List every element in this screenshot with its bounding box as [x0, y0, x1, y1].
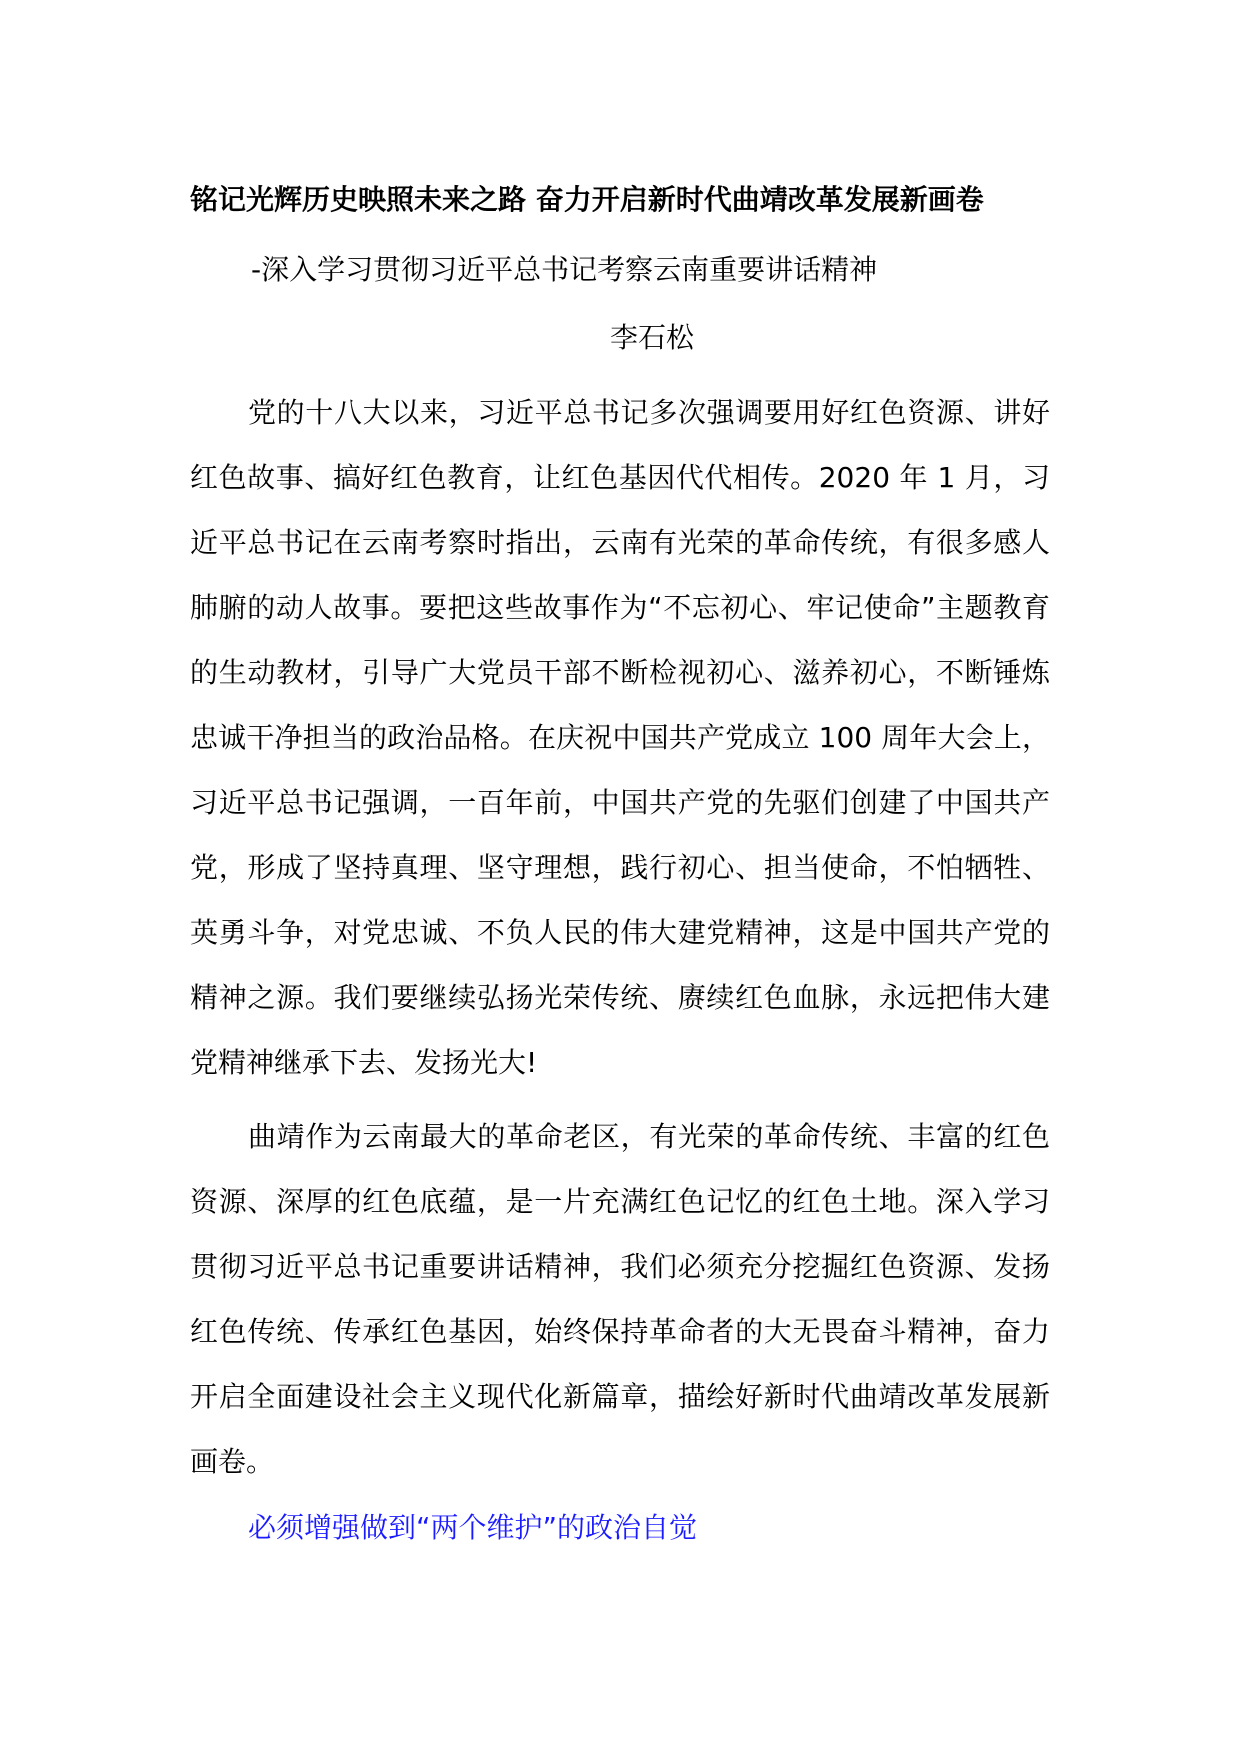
body-paragraph-1: 党的十八大以来，习近平总书记多次强调要用好红色资源、讲好红色故事、搞好红色教育，让红色基因代代相传。2020 年 1 月，习近平总书记在云南考察时指出，云南有光荣的革命传统，有很多感人肺腑的动人故事。要把这些故事作为“不忘初心、牢记使命”主题教育的生动教材，引导广大党员干部不断检视初心、滋养初心，不断锤炼忠诚干净担当的政治品格。在庆祝中国共产党成立 100 周年大会上，习近平总书记强调，一百年前，中国共产党的先驱们创建了中国共产党，形成了坚持真理、坚守理想，践行初心、担当使命，不怕牺牲、英勇斗争，对党忠诚、不负人民的伟大建党精神，这是中国共产党的精神之源。我们要继续弘扬光荣传统、赓续红色血脉，永远把伟大建党精神继承下去、发扬光大!	[190, 396, 1050, 1079]
document-subtitle: -深入学习贯彻习近平总书记考察云南重要讲话精神	[251, 253, 878, 286]
document-title: 铭记光辉历史映照未来之路 奋力开启新时代曲靖改革发展新画卷	[190, 183, 984, 216]
body-paragraph-2: 曲靖作为云南最大的革命老区，有光荣的革命传统、丰富的红色资源、深厚的红色底蕴，是一片充满红色记忆的红色土地。深入学习贯彻习近平总书记重要讲话精神，我们必须充分挖掘红色资源、发扬红色传统、传承红色基因，始终保持革命者的大无畏奋斗精神，奋力开启全面建设社会主义现代化新篇章，描绘好新时代曲靖改革发展新画卷。	[190, 1120, 1050, 1478]
document-author: 李石松	[610, 321, 695, 354]
section-heading: 必须增强做到“两个维护”的政治自觉	[248, 1511, 698, 1544]
